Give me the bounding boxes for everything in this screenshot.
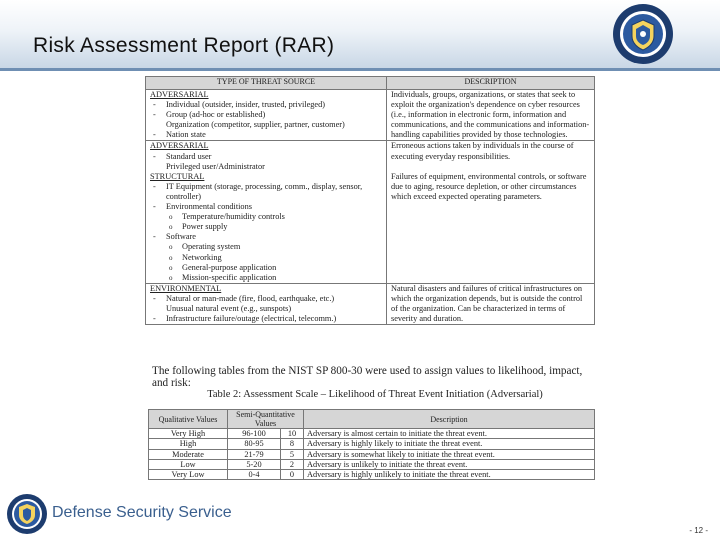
description-cell: Individuals, groups, organizations, or states that seek to exploit the organization's dependence on cyber resources (i.e., information in electronic form, information and communications, and the communications and information-handling capabilities provided by those technologies. [387,90,595,141]
range-value: 21-79 [228,449,281,459]
scale-description: Adversary is highly likely to initiate the threat event. [304,439,595,449]
col-threat-source: TYPE OF THREAT SOURCE [146,77,387,90]
score-value: 10 [281,429,304,439]
source-item: STRUCTURAL [150,171,205,181]
table-row [146,90,595,141]
source-item: ADVERSARIAL [150,141,209,151]
intro-paragraph: The following tables from the NIST SP 800-30 were used to assign values to likelihood, impact, and risk: [152,365,583,389]
threat-source-cell [146,141,387,283]
qualitative-value: Moderate [149,449,228,459]
col-scale-description: Description [304,410,595,429]
description-cell: Natural disasters and failures of critical infrastructures on which the organization depends, but is outside the control of the organization. Can be characterized in terms of severity and duration. [387,283,595,324]
qualitative-value: High [149,439,228,449]
table-row [149,429,595,439]
score-value: 0 [281,470,304,480]
qualitative-value: Low [149,459,228,469]
col-qualitative: Qualitative Values [149,410,228,429]
source-item: Unusual natural event (e.g., sunspots) [166,303,292,313]
source-item: o General-purpose application [150,263,382,273]
dss-seal-icon [612,3,674,65]
qualitative-value: Very High [149,429,228,439]
scale-description: Adversary is unlikely to initiate the threat event. [304,459,595,469]
range-value: 80-95 [228,439,281,449]
description-text: Failures of equipment, environmental controls, or software due to aging, resource depletion, or other circumstances which exceed expected operating parameters. [391,171,587,201]
source-item: ADVERSARIAL [150,90,209,99]
source-item: o Temperature/humidity controls [150,212,382,222]
table-row [149,470,595,480]
source-item: - Individual (outsider, insider, trusted, privileged) [150,100,382,110]
source-item: - Infrastructure failure/outage (electrical, telecomm.) [150,314,382,324]
source-item: - Environmental conditions [150,202,382,212]
source-item: o Operating system [150,242,382,252]
range-value: 0-4 [228,470,281,480]
table2-title: Table 2: Assessment Scale – Likelihood of Threat Event Initiation (Adversarial) [207,389,543,400]
slide-title: Risk Assessment Report (RAR) [33,34,335,57]
source-item: - Standard user [150,152,382,162]
dss-logo-icon [6,493,48,535]
footer-org-name: Defense Security Service [52,504,232,521]
score-value: 8 [281,439,304,449]
threat-source-cell [146,90,387,141]
table-row [149,459,595,469]
source-item: Organization (competitor, supplier, partner, customer) [166,120,345,130]
likelihood-scale-table-image [148,409,595,480]
source-item: ENVIRONMENTAL [150,283,222,293]
qualitative-value: Very Low [149,470,228,480]
source-item: - Group (ad-hoc or established) [150,110,382,120]
page-number: - 12 - [689,526,708,535]
source-item: - Software [150,232,382,242]
source-item: o Networking [150,253,382,263]
table-row [146,283,595,324]
description-text: Erroneous actions taken by individuals in the course of executing everyday responsibilities. [391,141,574,161]
source-item: o Mission-specific application [150,273,382,283]
threat-source-cell [146,283,387,324]
col-description: DESCRIPTION [387,77,595,90]
header-rule [0,68,720,71]
range-value: 96-100 [228,429,281,439]
source-item: - Natural or man-made (fire, flood, earthquake, etc.) [150,294,382,304]
description-cell [387,141,595,283]
threat-source-table [145,76,595,325]
table-row [149,449,595,459]
scale-description: Adversary is somewhat likely to initiate the threat event. [304,449,595,459]
score-value: 5 [281,449,304,459]
source-item: Privileged user/Administrator [166,161,265,171]
source-item: o Power supply [150,222,382,232]
table-row [149,439,595,449]
likelihood-scale-table [148,409,595,480]
threat-source-table-image [145,76,595,325]
threat-table-header [146,77,595,90]
score-value: 2 [281,459,304,469]
range-value: 5-20 [228,459,281,469]
table-row [146,141,595,283]
col-semi-quantitative: Semi-Quantitative Values [228,410,304,429]
source-item: - Nation state [150,130,382,140]
scale-description: Adversary is highly unlikely to initiate the threat event. [304,470,595,480]
scale-table-header [149,410,595,429]
source-item: - IT Equipment (storage, processing, comm., display, sensor, controller) [150,182,382,202]
scale-description: Adversary is almost certain to initiate the threat event. [304,429,595,439]
